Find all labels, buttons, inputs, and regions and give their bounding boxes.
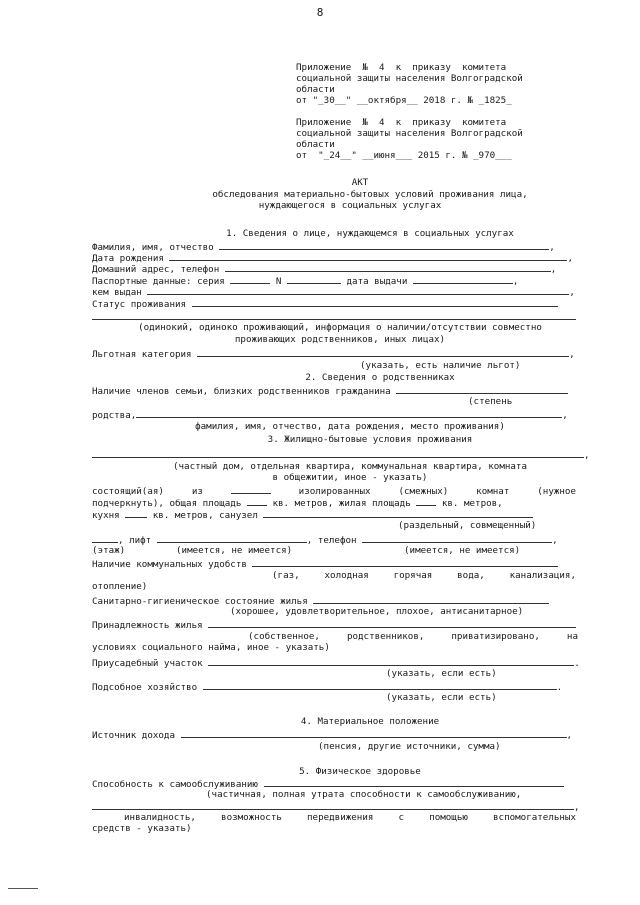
ownership-row — [92, 618, 576, 631]
addr-row: Домашний адрес, телефон , — [92, 264, 557, 275]
ownership-note: (собственное, родственников, приватизировано, на — [248, 631, 578, 642]
phone-field[interactable] — [362, 533, 552, 543]
act-subtitle-2: нуждающегося в социальных услугах — [258, 200, 442, 211]
fio-label: Фамилия, имя, отчество — [92, 242, 214, 253]
degree-note: (степень — [468, 396, 513, 407]
ownership-note-own: собственное, — [253, 631, 320, 642]
plot-label: Приусадебный участок — [92, 658, 203, 669]
bathroom-label: кв. метров, санузел — [152, 510, 258, 521]
farm-note: (указать, если есть) — [386, 692, 497, 703]
area-living-field[interactable] — [416, 496, 436, 506]
farm-field[interactable] — [203, 680, 557, 690]
disability-note-3: передвижения — [307, 812, 374, 823]
disability-note-7: средств - указать) — [92, 823, 192, 834]
issued-row: кем выдан , — [92, 287, 575, 298]
kitchen-field[interactable] — [125, 508, 147, 518]
section3-heading: 3. Жилищно-бытовые условия проживания — [267, 434, 473, 445]
benefit-label: Льготная категория — [92, 349, 192, 360]
utilities-note-heating: отопление) — [92, 581, 148, 592]
housing-type-note-1: (частный дом, отдельная квартира, коммунальная квартира, комната — [172, 461, 527, 472]
passport-number-label: N — [275, 276, 282, 287]
annex1-line-3: области — [296, 84, 335, 95]
lift-note: (имеется, не имеется) — [176, 545, 293, 556]
status-note-2: проживающих родственников, иных лицах) — [234, 334, 446, 345]
rooms-label-f: (нужное — [537, 486, 576, 497]
utilities-note: (газ, холодная горячая вода, канализация, — [272, 570, 576, 581]
sanitary-label: Санитарно-гигиеническое состояние жилья — [92, 596, 308, 607]
annex2-line-4: от "_24__" __июня___ 2015 г. № _970___ — [296, 150, 512, 161]
passport-series-field[interactable] — [230, 274, 270, 284]
housing-type-field[interactable]: , — [92, 448, 590, 461]
fio-field[interactable] — [219, 240, 549, 250]
ownership-field[interactable] — [208, 618, 576, 628]
income-row: Источник дохода , — [92, 730, 573, 741]
issued-label: кем выдан — [92, 287, 142, 298]
act-title: АКТ — [351, 177, 369, 188]
section5-heading: 5. Физическое здоровье — [299, 766, 421, 777]
plot-row: Приусадебный участок . — [92, 658, 580, 669]
benefit-row: Льготная категория , — [92, 349, 575, 360]
selfcare-note: (частичная, полная утрата способности к самообслуживанию, — [206, 789, 522, 800]
lift-label: , лифт — [118, 535, 152, 546]
footnote-rule — [8, 888, 38, 889]
utilities-note-cold: холодная — [324, 570, 369, 581]
ownership-note-2: условиях социального найма, иное - указать) — [92, 642, 330, 653]
utilities-note-hot: горячая — [393, 570, 433, 581]
benefit-note: (указать, есть наличие льгот) — [360, 360, 521, 371]
disability-note — [124, 812, 576, 823]
lift-field[interactable] — [157, 533, 307, 543]
utilities-note-sewer: канализация, — [509, 570, 576, 581]
status-label: Статус проживания — [92, 299, 187, 310]
ownership-note-on: на — [566, 631, 578, 642]
rooms-label-a: состоящий(ая) — [92, 486, 164, 497]
passport-number-field[interactable] — [287, 274, 341, 284]
sanitary-note: (хорошее, удовлетворительное, плохое, антисанитарное) — [230, 606, 524, 617]
sanitary-field[interactable] — [313, 594, 549, 604]
floor-lift-phone-row: , лифт , телефон , — [92, 533, 558, 546]
kinship-row: родства, , — [92, 410, 568, 421]
plot-note: (указать, если есть) — [386, 668, 497, 679]
utilities-note-gas: газ, — [277, 570, 300, 581]
area-living-unit: кв. метров, — [441, 498, 503, 509]
passport-row: Паспортные данные: серия N дата выдачи , — [92, 276, 519, 287]
kinship-label: родства, — [92, 410, 137, 421]
fio-row: Фамилия, имя, отчество , — [92, 242, 555, 253]
page-number: 8 — [316, 6, 324, 19]
floor-note: (этаж) — [92, 545, 126, 556]
section4-heading: 4. Материальное положение — [300, 716, 440, 727]
annex2-line-2: социальной защиты населения Волгоградской — [296, 128, 523, 139]
addr-label: Домашний адрес, телефон — [92, 264, 220, 275]
ownership-note-relatives: родственников, — [346, 631, 425, 642]
bathroom-field[interactable] — [263, 508, 533, 518]
dob-label: Дата рождения — [92, 253, 164, 264]
rooms-label-c: изолированных — [298, 486, 371, 497]
dob-row: Дата рождения , — [92, 253, 574, 264]
area-living-label: кв. метров, жилая площадь — [272, 498, 411, 509]
benefit-field[interactable] — [197, 347, 569, 357]
annex1-line-4: от "_30__" __октября__ 2018 г. № _1825_ — [296, 95, 512, 106]
utilities-note-water: вода, — [457, 570, 485, 581]
income-label: Источник дохода — [92, 730, 175, 741]
family-label: Наличие членов семьи, близких родственников гражданина — [92, 386, 391, 397]
annex1-line-1: Приложение № 4 к приказу комитета — [296, 62, 507, 73]
disability-note-1: инвалидность, — [124, 812, 196, 823]
status-field[interactable] — [192, 297, 558, 307]
rooms-count-field[interactable] — [231, 484, 271, 494]
utilities-row — [92, 557, 558, 570]
floor-field[interactable] — [92, 533, 118, 543]
ownership-label: Принадлежность жилья — [92, 620, 203, 631]
addr-field[interactable] — [225, 262, 551, 272]
annex2-line-3: области — [296, 139, 335, 150]
income-note: (пенсия, другие источники, сумма) — [318, 741, 501, 752]
phone-note: (имеется, не имеется) — [404, 545, 521, 556]
disability-note-5: помощью — [429, 812, 468, 823]
utilities-label: Наличие коммунальных удобств — [92, 559, 247, 570]
passport-date-field[interactable] — [413, 274, 513, 284]
dob-field[interactable] — [169, 251, 567, 261]
rooms-label-b: из — [191, 486, 203, 497]
income-field[interactable] — [181, 728, 567, 738]
status-note-1: (одинокий, одиноко проживающий, информация о наличии/отсутствии совместно — [138, 322, 542, 333]
act-subtitle-1: обследования материально-бытовых условий проживания лица, — [212, 189, 528, 200]
kitchen-label: кухня — [92, 510, 120, 521]
passport-series-label: Паспортные данные: серия — [92, 276, 225, 287]
section1-heading: 1. Сведения о лице, нуждающемся в социальных услугах — [226, 228, 514, 239]
section2-heading: 2. Сведения о родственниках — [305, 372, 455, 383]
ownership-note-privatized: приватизировано, — [451, 631, 540, 642]
disability-note-2: возможность — [221, 812, 282, 823]
kinship-field[interactable] — [136, 408, 562, 418]
selfcare-label: Способность к самообслуживанию — [92, 779, 258, 790]
annex2-line-1: Приложение № 4 к приказу комитета — [296, 117, 507, 128]
selfcare-field[interactable] — [264, 777, 564, 787]
issued-field[interactable] — [147, 285, 569, 295]
passport-date-label: дата выдачи — [346, 276, 408, 287]
kinship-note: фамилия, имя, отчество, дата рождения, место проживания) — [195, 421, 505, 432]
status-row — [92, 297, 558, 310]
area-total-label: подчеркнуть), общая площадь — [92, 498, 242, 509]
rooms-label-d: (смежных) — [398, 486, 449, 497]
annex1-line-2: социальной защиты населения Волгоградской — [296, 73, 523, 84]
area-total-field[interactable] — [247, 496, 267, 506]
rooms-label-e: комнат — [476, 486, 510, 497]
plot-field[interactable] — [208, 656, 574, 666]
farm-row: Подсобное хозяйство . — [92, 682, 563, 693]
housing-type-note-2: в общежитии, иное - указать) — [272, 472, 428, 483]
disability-note-6: вспомогательных — [493, 812, 576, 823]
disability-note-4: с — [398, 812, 405, 823]
bathroom-note: (раздельный, совмещенный) — [398, 520, 537, 531]
phone-label: , телефон — [306, 535, 357, 546]
farm-label: Подсобное хозяйство — [92, 682, 198, 693]
utilities-field[interactable] — [252, 557, 558, 567]
selfcare-field-2[interactable]: , — [92, 800, 580, 813]
family-field[interactable] — [396, 384, 568, 394]
